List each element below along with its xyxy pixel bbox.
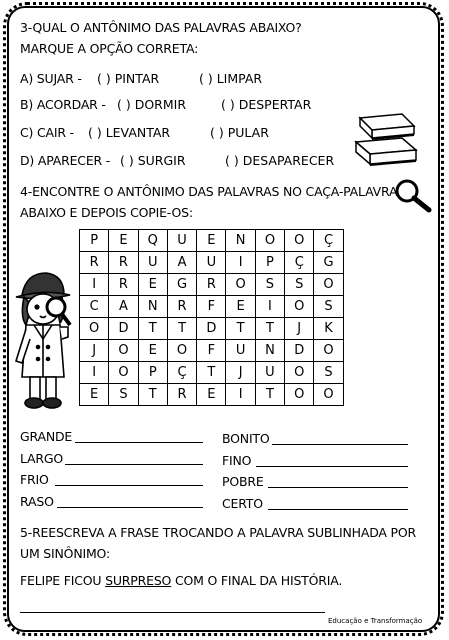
q4-title-line1: 4-ENCONTRE O ANTÔNIMO DAS PALAVRAS NO CAÇA-PALAVRA [20,184,398,199]
grid-cell[interactable]: G [314,252,343,274]
grid-cell[interactable]: U [255,362,284,384]
grid-cell[interactable]: S [314,362,343,384]
grid-cell[interactable]: N [138,296,167,318]
magnifying-glass-icon [393,178,433,214]
grid-cell[interactable]: G [167,274,196,296]
grid-cell[interactable]: R [109,252,138,274]
grid-cell[interactable]: R [80,252,109,274]
books-icon [352,110,430,174]
grid-cell[interactable]: O [285,230,314,252]
q3-item-a-label: A) SUJAR - [20,71,82,86]
grid-cell[interactable]: O [167,340,196,362]
grid-cell[interactable]: T [226,318,255,340]
grid-cell[interactable]: E [80,384,109,406]
grid-cell[interactable]: I [80,274,109,296]
grid-cell[interactable]: D [197,318,226,340]
grid-cell[interactable]: O [314,384,343,406]
grid-cell[interactable]: F [197,296,226,318]
grid-cell[interactable]: E [197,384,226,406]
grid-row [80,274,344,296]
q5-title-line1: 5-REESCREVA A FRASE TROCANDO A PALAVRA SUBLINHADA POR [20,525,417,540]
word-left-2: LARGO [20,451,64,466]
grid-cell[interactable]: I [226,252,255,274]
grid-cell[interactable]: O [255,230,284,252]
answer-line-right-4[interactable] [268,509,408,510]
q3-subtitle: MARQUE A OPÇÃO CORRETA: [20,41,199,56]
grid-cell[interactable]: O [109,340,138,362]
grid-cell[interactable]: Ç [167,362,196,384]
grid-cell[interactable]: O [314,274,343,296]
grid-cell[interactable]: I [226,384,255,406]
grid-cell[interactable]: J [226,362,255,384]
grid-row [80,384,344,406]
grid-cell[interactable]: S [255,274,284,296]
grid-cell[interactable]: E [138,274,167,296]
grid-cell[interactable]: A [109,296,138,318]
grid-cell[interactable]: Ç [314,230,343,252]
grid-row [80,296,344,318]
grid-cell[interactable]: J [80,340,109,362]
word-left-4: RASO [20,494,54,509]
grid-cell[interactable]: R [197,274,226,296]
grid-row [80,230,344,252]
grid-cell[interactable]: N [226,230,255,252]
q5-title-line2: UM SINÔNIMO: [20,546,110,561]
grid-cell[interactable]: O [80,318,109,340]
q3-item-b-option2[interactable]: ( ) DESPERTAR [221,97,312,112]
word-left-3: FRIO [20,472,49,487]
grid-cell[interactable]: P [255,252,284,274]
grid-cell[interactable]: T [138,318,167,340]
grid-cell[interactable]: O [285,384,314,406]
grid-cell[interactable]: R [167,296,196,318]
q3-item-a-option1[interactable]: ( ) PINTAR [97,71,160,86]
answer-line-right-3[interactable] [268,487,408,488]
grid-cell[interactable]: Ç [285,252,314,274]
word-left-1: GRANDE [20,429,73,444]
answer-line-left-3[interactable] [55,485,203,486]
answer-line-left-4[interactable] [57,507,203,508]
grid-cell[interactable]: J [285,318,314,340]
grid-cell[interactable]: D [109,318,138,340]
q5-sentence-before: FELIPE FICOU [20,573,106,588]
grid-cell[interactable]: D [285,340,314,362]
grid-cell[interactable]: I [80,362,109,384]
answer-line-right-2[interactable] [256,466,408,467]
grid-cell[interactable]: E [138,340,167,362]
grid-cell[interactable]: U [138,252,167,274]
q3-item-d-option2[interactable]: ( ) DESAPARECER [225,153,335,168]
grid-cell[interactable]: E [197,230,226,252]
answer-line-left-1[interactable] [75,442,203,443]
detective-kid-icon [12,265,78,415]
grid-cell[interactable]: S [285,274,314,296]
q5-underlined-word: SURPRESO [105,573,172,588]
word-right-4: CERTO [222,496,263,511]
q5-sentence [20,573,342,588]
q5-sentence-after: COM O FINAL DA HISTÓRIA. [171,573,343,588]
grid-cell[interactable]: T [167,318,196,340]
q3-item-d-option1[interactable]: ( ) SURGIR [120,153,186,168]
grid-cell[interactable]: U [197,252,226,274]
grid-cell[interactable]: O [314,340,343,362]
grid-cell[interactable]: I [255,296,284,318]
q3-item-d-label: D) APARECER - [20,153,111,168]
q3-item-c-option1[interactable]: ( ) LEVANTAR [88,125,171,140]
grid-cell[interactable]: T [197,362,226,384]
grid-cell[interactable]: R [109,274,138,296]
grid-cell[interactable]: O [109,362,138,384]
word-right-3: POBRE [222,474,264,489]
word-search-grid [79,229,344,406]
grid-row [80,252,344,274]
grid-cell[interactable]: A [167,252,196,274]
q3-title: 3-QUAL O ANTÔNIMO DAS PALAVRAS ABAIXO? [20,20,302,35]
grid-cell[interactable]: N [255,340,284,362]
q3-item-c-option2[interactable]: ( ) PULAR [210,125,269,140]
answer-line-left-2[interactable] [65,464,203,465]
word-right-2: FINO [222,453,252,468]
grid-row [80,340,344,362]
grid-cell[interactable]: E [109,230,138,252]
grid-cell[interactable]: C [80,296,109,318]
word-right-1: BONITO [222,431,270,446]
grid-cell[interactable]: U [226,340,255,362]
q3-item-b-option1[interactable]: ( ) DORMIR [117,97,187,112]
grid-row [80,318,344,340]
q5-answer-line[interactable] [20,612,325,613]
answer-line-right-1[interactable] [272,444,408,445]
grid-cell[interactable]: T [255,384,284,406]
grid-cell[interactable]: P [80,230,109,252]
q3-item-a-option2[interactable]: ( ) LIMPAR [199,71,263,86]
grid-cell[interactable]: S [314,296,343,318]
grid-cell[interactable]: T [138,384,167,406]
q3-item-b-label: B) ACORDAR - [20,97,106,112]
grid-cell[interactable]: U [167,230,196,252]
grid-cell[interactable]: P [138,362,167,384]
q3-item-c-label: C) CAIR - [20,125,74,140]
grid-cell[interactable]: F [197,340,226,362]
grid-cell[interactable]: O [285,296,314,318]
grid-cell[interactable]: S [109,384,138,406]
grid-cell[interactable]: O [226,274,255,296]
grid-cell[interactable]: Q [138,230,167,252]
grid-cell[interactable]: R [167,384,196,406]
grid-cell[interactable]: T [255,318,284,340]
grid-cell[interactable]: O [285,362,314,384]
q4-title-line2: ABAIXO E DEPOIS COPIE-OS: [20,205,193,220]
footer-credit: Educação e Transformação [328,617,423,625]
grid-cell[interactable]: K [314,318,343,340]
grid-cell[interactable]: E [226,296,255,318]
grid-row [80,362,344,384]
